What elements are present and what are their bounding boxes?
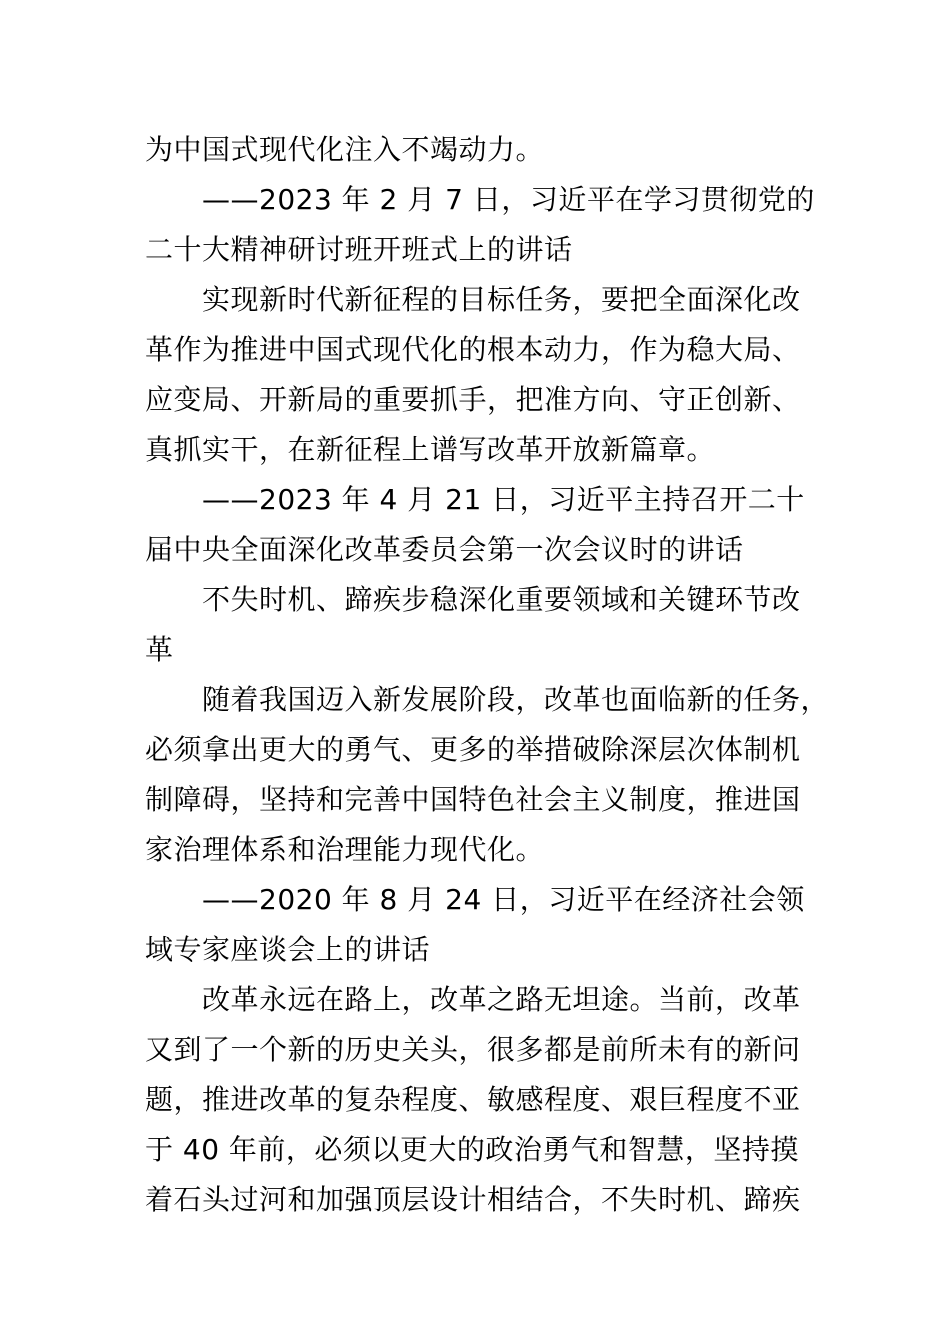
text-line: 为中国式现代化注入不竭动力。 [145,133,545,166]
text-line: 制障碍，坚持和完善中国特色社会主义制度，推进国 [145,783,801,816]
text-line: 着石头过河和加强顶层设计相结合，不失时机、蹄疾 [145,1183,801,1216]
text-line: 于 40 年前，必须以更大的政治勇气和智慧，坚持摸 [145,1133,799,1166]
text-line: 又到了一个新的历史关头，很多都是前所未有的新问 [145,1033,801,1066]
text-line: 必须拿出更大的勇气、更多的举措破除深层次体制机 [145,733,801,766]
citation-line: 域专家座谈会上的讲话 [145,933,431,966]
citation-line: ——2023 年 2 月 7 日，习近平在学习贯彻党的 [202,183,815,216]
text-line: 革作为推进中国式现代化的根本动力，作为稳大局、 [145,333,801,366]
citation-line: 届中央全面深化改革委员会第一次会议时的讲话 [145,533,744,566]
citation-line: ——2020 年 8 月 24 日，习近平在经济社会领 [202,883,805,916]
section-heading-line: 革 [145,633,174,666]
section-heading-line: 不失时机、蹄疾步稳深化重要领域和关键环节改 [202,583,801,616]
text-line: 实现新时代新征程的目标任务，要把全面深化改 [202,283,801,316]
text-line: 题，推进改革的复杂程度、敏感程度、艰巨程度不亚 [145,1083,801,1116]
text-line: 应变局、开新局的重要抓手，把准方向、守正创新、 [145,383,801,416]
citation-line: 二十大精神研讨班开班式上的讲话 [145,233,573,266]
text-line: 家治理体系和治理能力现代化。 [145,833,545,866]
text-line: 改革永远在路上，改革之路无坦途。当前，改革 [202,983,801,1016]
text-line: 真抓实干，在新征程上谱写改革开放新篇章。 [145,433,716,466]
text-line: 随着我国迈入新发展阶段，改革也面临新的任务， [202,683,830,716]
citation-line: ——2023 年 4 月 21 日，习近平主持召开二十 [202,483,805,516]
